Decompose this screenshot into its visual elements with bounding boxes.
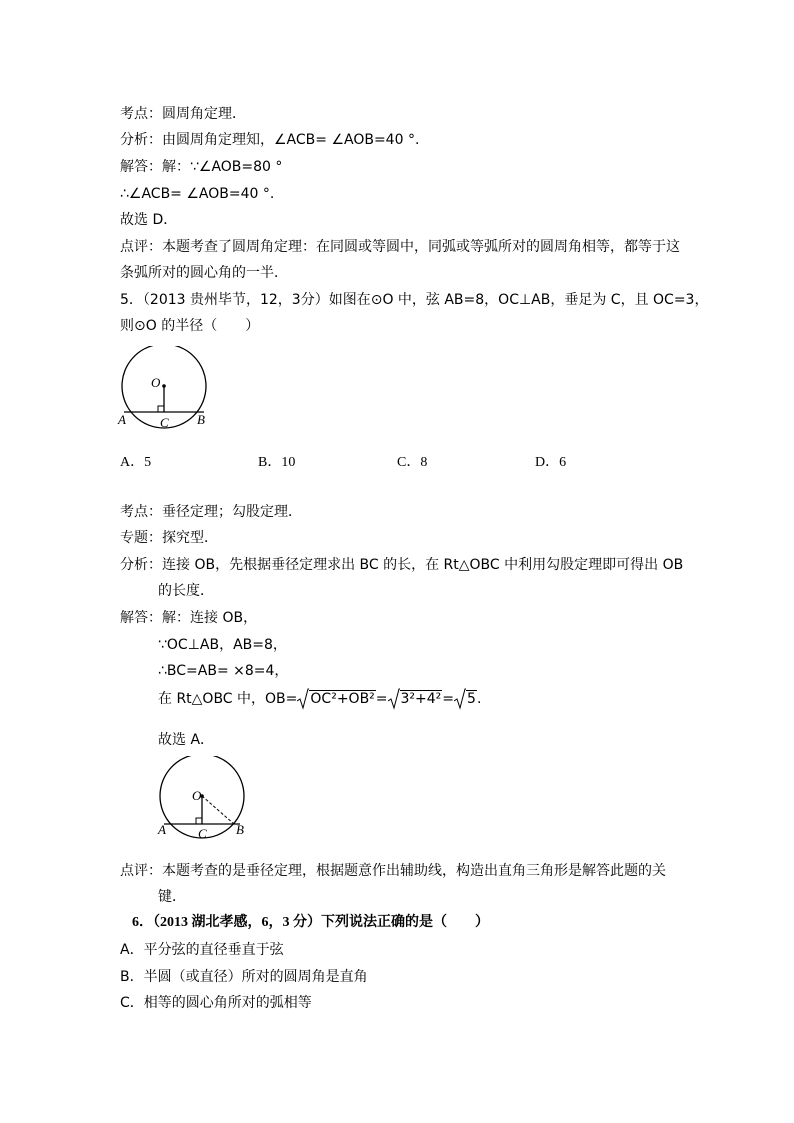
center-point [162, 384, 166, 388]
q6-option-a: A．平分弦的直径垂直于弦 [120, 942, 284, 958]
sqrt-sign-2 [388, 688, 400, 710]
q6-option-b: B．半圆（或直径）所对的圆周角是直角 [120, 969, 368, 985]
q5-step1: ∵OC⊥AB，AB=8， [158, 637, 287, 653]
dianping-prev-line2: 条弧所对的圆心角的一半． [120, 265, 288, 281]
q5-step3-prefix: 在 Rt△OBC 中，OB= [158, 691, 298, 707]
q5-step3 [158, 688, 481, 712]
q5-step2: ∴BC=AB= ×8=4， [158, 663, 289, 679]
label-a-2: A [158, 822, 166, 837]
segment-ob-dashed [202, 796, 234, 824]
q5-eq-1: = [375, 691, 388, 707]
fenxi-prev: 分析：由圆周角定理知，∠ACB= ∠AOB=40 °. [120, 132, 420, 148]
q5-dianping-line1: 点评：本题考查的是垂径定理，根据题意作出辅助线，构造出直角三角形是解答此题的关 [120, 863, 666, 879]
q5-fenxi-line1: 分析：连接 OB，先根据垂径定理求出 BC 的长，在 Rt△OBC 中利用勾股定理即可得出 OB [120, 557, 684, 573]
q5-radicand-2: 3²+4² [400, 691, 442, 707]
q5-kaodian: 考点：垂径定理；勾股定理． [120, 504, 302, 520]
jieda-prev: 解答：解：∵∠AOB=80 ° [120, 159, 283, 175]
dianping-prev-line1: 点评：本题考查了圆周角定理：在同圆或等圆中，同弧或等弧所对的圆周角相等，都等于这 [120, 239, 680, 255]
label-o-2: O [192, 788, 202, 803]
label-o: O [151, 375, 161, 390]
q5-zhuanti: 专题：探究型． [120, 530, 218, 546]
q5-radicand-1: OC²+OB² [310, 691, 375, 707]
guxuan-prev: 故选 D． [120, 212, 178, 228]
q6-stem: 6．（2013 湖北孝感，6，3 分）下列说法正确的是（ ） [132, 915, 489, 930]
sqrt-sign-1 [297, 688, 309, 710]
right-angle-mark-2 [196, 818, 202, 824]
q5-step3-end: . [476, 691, 482, 707]
step-prev: ∴∠ACB= ∠AOB=40 °. [120, 186, 275, 202]
label-a: A [118, 412, 126, 427]
label-c-2: C [198, 826, 207, 841]
q5-figure [114, 346, 216, 432]
q5-option-a: A．5 [120, 455, 152, 470]
q5-option-b: B．10 [258, 455, 296, 470]
sqrt-sign-3 [454, 688, 466, 710]
q5-option-c: C．8 [397, 455, 428, 470]
label-b: B [197, 412, 205, 427]
q5-solution-figure [154, 756, 254, 842]
q5-dianping-line2: 键． [158, 889, 186, 905]
q6-option-c: C．相等的圆心角所对的弧相等 [120, 995, 312, 1011]
q5-stem-line1: 5．（2013 贵州毕节，12，3分）如图在⊙O 中，弦 AB=8，OC⊥AB，垂足为 C，且 OC=3， [120, 292, 709, 308]
label-c: C [160, 415, 169, 430]
q5-eq-2: = [442, 691, 455, 707]
q5-guxuan: 故选 A． [158, 732, 215, 748]
q5-radicand-3: 5 [467, 691, 476, 707]
kaodian-prev: 考点：圆周角定理． [120, 106, 246, 122]
q5-fenxi-line2: 的长度． [158, 583, 214, 599]
q5-stem-line2: 则⊙O 的半径（ ） [120, 318, 260, 334]
q5-jieda: 解答：解：连接 OB， [120, 610, 258, 626]
q5-option-d: D．6 [535, 455, 567, 470]
label-b-2: B [236, 822, 244, 837]
right-angle-mark [158, 406, 164, 412]
